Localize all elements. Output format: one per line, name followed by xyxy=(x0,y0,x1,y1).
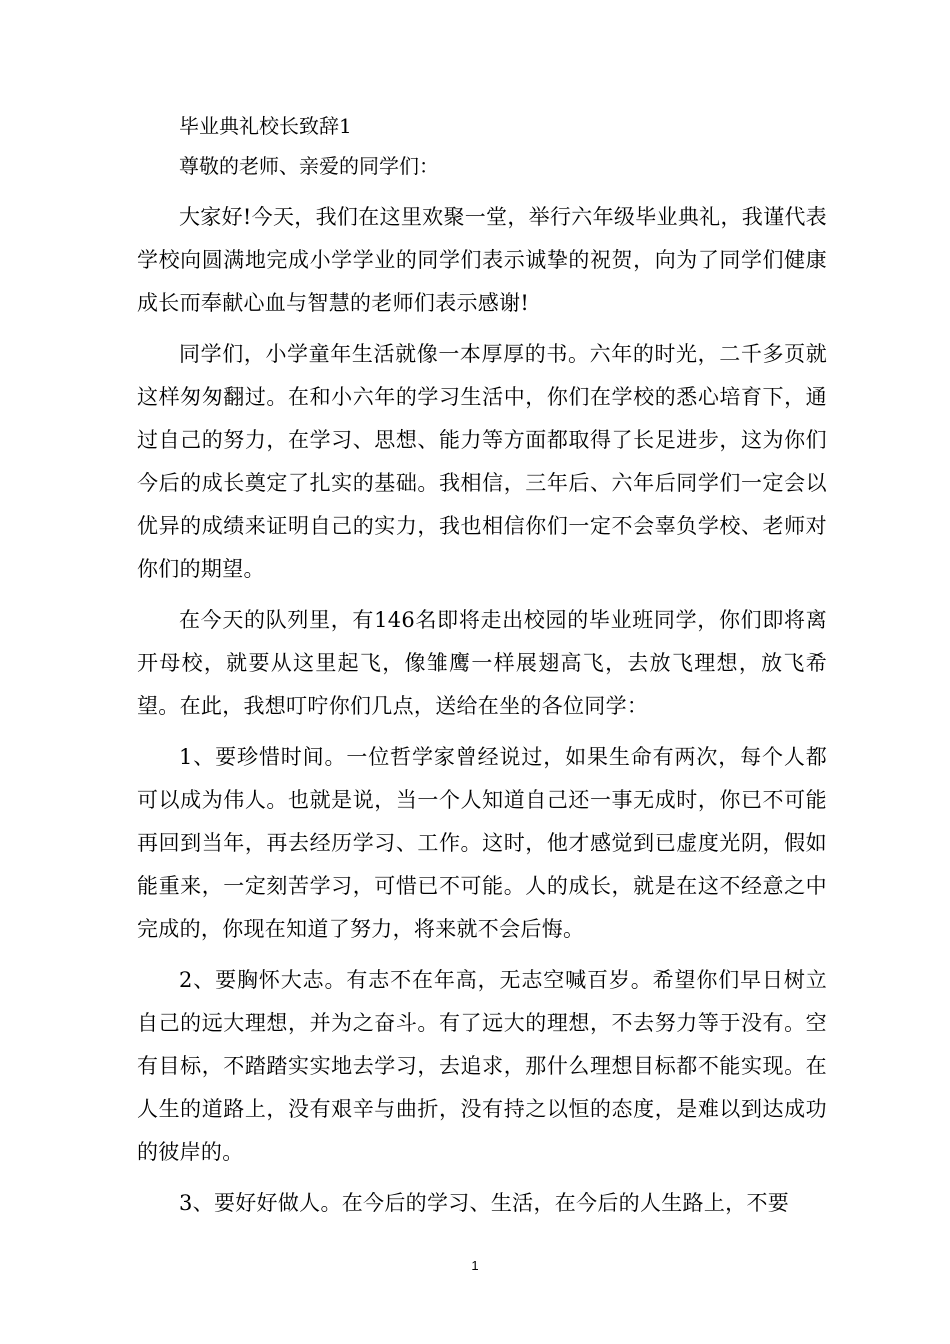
paragraph-point-2: 2、要胸怀大志。有志不在年高，无志空喊百岁。希望你们早日树立自己的远大理想，并为之奋斗。有了远大的理想，不去努力等于没有。空有目标，不踏踏实实地去学习，去追求，那什么理想目标都不能实现。在人生的道路上，没有艰辛与曲折，没有持之以恒的态度，是难以到达成功的彼岸的。 xyxy=(137,968,827,1164)
document-body xyxy=(137,106,827,1233)
paragraph-graduates: 在今天的队列里，有146名即将走出校园的毕业班同学，你们即将离开母校，就要从这里起飞，像雏鹰一样展翅高飞，去放飞理想，放飞希望。在此，我想叮咛你们几点，送给在坐的各位同学： xyxy=(137,608,827,718)
salutation: 尊敬的老师、亲爱的同学们： xyxy=(179,154,439,178)
document-title: 毕业典礼校长致辞1 xyxy=(179,114,352,138)
paragraph-point-3: 3、要好好做人。在今后的学习、生活，在今后的人生路上，不要 xyxy=(179,1191,790,1215)
paragraph-point-1: 1、要珍惜时间。一位哲学家曾经说过，如果生命有两次，每个人都可以成为伟人。也就是说，当一个人知道自己还一事无成时，你已不可能再回到当年，再去经历学习、工作。这时，他才感觉到已虚度光阴，假如能重来，一定刻苦学习，可惜已不可能。人的成长，就是在这不经意之中完成的，你现在知道了努力，将来就不会后悔。 xyxy=(137,745,827,941)
page-number: 1 xyxy=(471,1258,479,1273)
paragraph-greeting: 大家好!今天，我们在这里欢聚一堂，举行六年级毕业典礼，我谨代表学校向圆满地完成小学学业的同学们表示诚挚的祝贺，向为了同学们健康成长而奉献心血与智慧的老师们表示感谢! xyxy=(137,205,827,315)
paragraph-childhood: 同学们，小学童年生活就像一本厚厚的书。六年的时光，二千多页就这样匆匆翻过。在和小六年的学习生活中，你们在学校的悉心培育下，通过自己的努力，在学习、思想、能力等方面都取得了长足进步，这为你们今后的成长奠定了扎实的基础。我相信，三年后、六年后同学们一定会以优异的成绩来证明自己的实力，我也相信你们一定不会辜负学校、老师对你们的期望。 xyxy=(137,342,827,581)
